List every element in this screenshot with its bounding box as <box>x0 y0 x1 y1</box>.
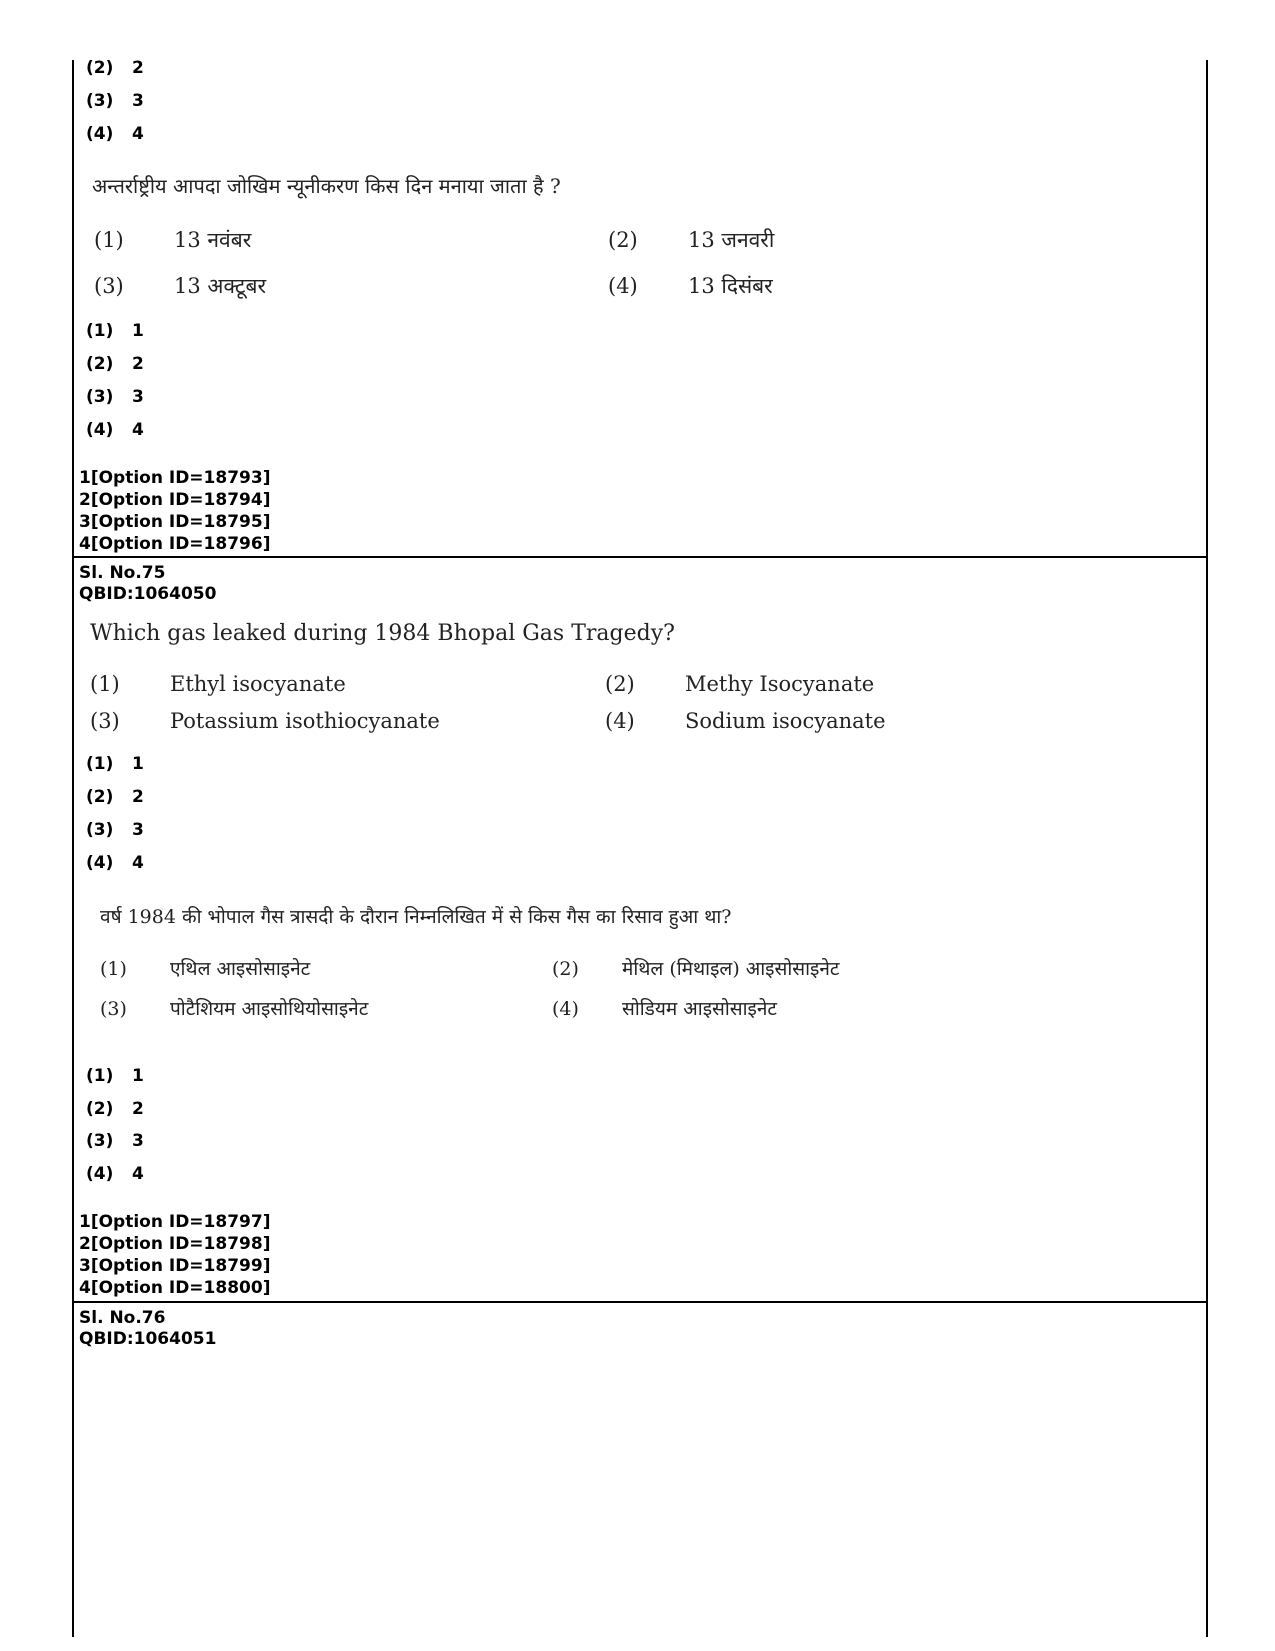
option-id-list <box>79 1211 270 1299</box>
option-id: 1[Option ID=18793] <box>79 468 271 488</box>
question-meta <box>79 563 216 605</box>
option: (1) 13 नवंबर <box>94 228 252 252</box>
option: (1) Ethyl isocyanate <box>90 672 346 696</box>
option-id: 4[Option ID=18796] <box>79 534 271 554</box>
question-text-english: Which gas leaked during 1984 Bhopal Gas Tragedy? <box>90 621 675 646</box>
option: (2) मेथिल (मिथाइल) आइसोसाइनेट <box>552 958 840 980</box>
answer-choice: (2) 2 <box>86 1099 144 1119</box>
answer-choice: (4) 4 <box>86 853 144 873</box>
option: (4) Sodium isocyanate <box>605 709 886 733</box>
answer-choice: (3) 3 <box>86 387 144 407</box>
answer-choice: (3) 3 <box>86 91 144 111</box>
option-id: 3[Option ID=18799] <box>79 1256 271 1276</box>
option-id: 3[Option ID=18795] <box>79 512 271 532</box>
section-divider <box>72 1301 1208 1303</box>
answer-choice: (2) 2 <box>86 354 144 374</box>
question-text-hindi: अन्तर्राष्ट्रीय आपदा जोखिम न्यूनीकरण किस दिन मनाया जाता है ? <box>92 174 561 198</box>
option-id: 4[Option ID=18800] <box>79 1278 271 1298</box>
right-border <box>1206 60 1208 1637</box>
option: (3) पोटैशियम आइसोथियोसाइनेट <box>100 998 369 1020</box>
question-text-hindi: वर्ष 1984 की भोपाल गैस त्रासदी के दौरान निम्नलिखित में से किस गैस का रिसाव हुआ था? <box>100 906 732 928</box>
answer-choice: (1) 1 <box>86 1066 144 1086</box>
answer-choice: (1) 1 <box>86 321 144 341</box>
option-id: 2[Option ID=18794] <box>79 490 271 510</box>
option-id: 2[Option ID=18798] <box>79 1234 271 1254</box>
option-id-list <box>79 467 270 555</box>
answer-choice: (4) 4 <box>86 1164 144 1184</box>
answer-choice: (3) 3 <box>86 1131 144 1151</box>
option-id: 1[Option ID=18797] <box>79 1212 271 1232</box>
question-meta <box>79 1308 216 1350</box>
section-divider <box>72 556 1208 558</box>
answer-choice: (3) 3 <box>86 820 144 840</box>
option: (2) 13 जनवरी <box>608 228 775 252</box>
answer-choice: (1) 1 <box>86 754 144 774</box>
option: (4) सोडियम आइसोसाइनेट <box>552 998 778 1020</box>
answer-choice: (2) 2 <box>86 787 144 807</box>
answer-choice: (2) 2 <box>86 58 144 78</box>
answer-choice: (4) 4 <box>86 420 144 440</box>
option: (2) Methy Isocyanate <box>605 672 875 696</box>
option: (3) 13 अक्टूबर <box>94 274 267 298</box>
option: (3) Potassium isothiocyanate <box>90 709 440 733</box>
left-border <box>72 60 74 1637</box>
qbid: QBID:1064051 <box>79 1329 217 1349</box>
answer-choice: (4) 4 <box>86 124 144 144</box>
qbid: QBID:1064050 <box>79 584 217 604</box>
option: (1) एथिल आइसोसाइनेट <box>100 958 311 980</box>
serial-number: Sl. No.76 <box>79 1308 166 1328</box>
option: (4) 13 दिसंबर <box>608 274 773 298</box>
serial-number: Sl. No.75 <box>79 563 166 583</box>
